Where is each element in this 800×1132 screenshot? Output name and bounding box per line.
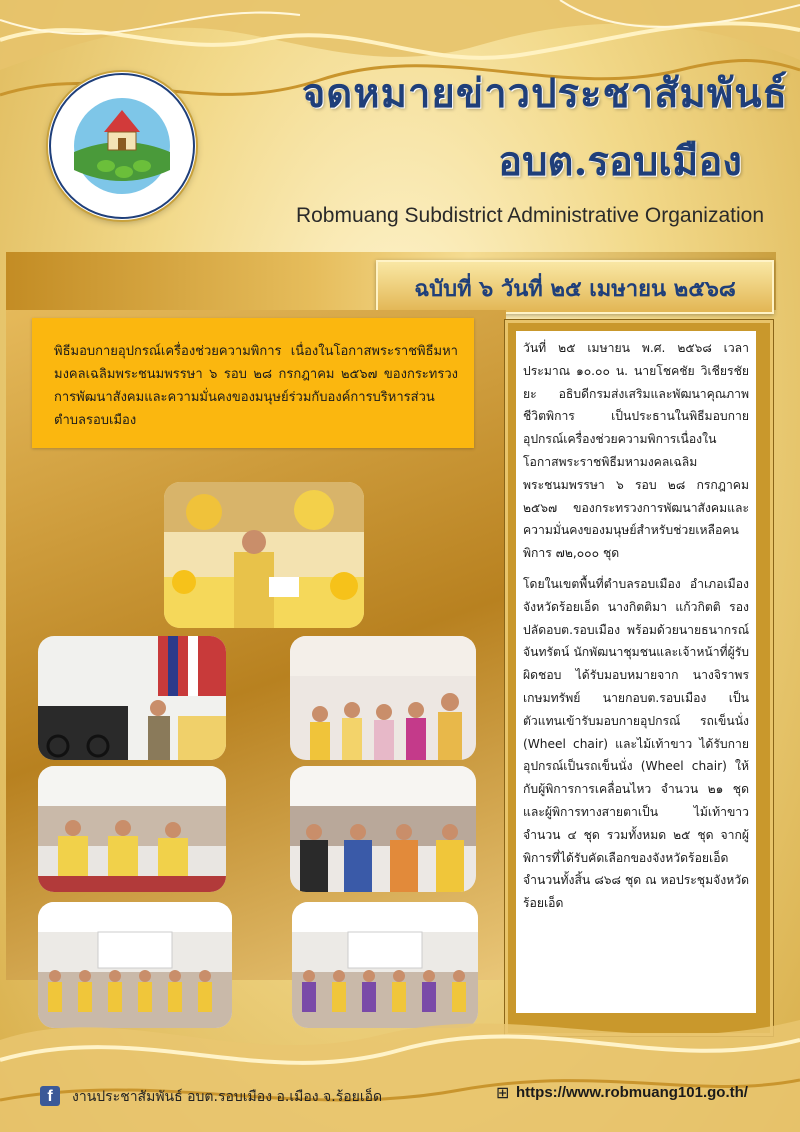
article-paragraph-1: วันที่ ๒๕ เมษายน พ.ศ. ๒๕๖๘ เวลาประมาณ ๑๐.๐๐ น. นายโชคชัย วิเชียรชัยยะ อธิบดีกรมส่งเสริมและพัฒนาคุณภาพชีวิตพิการ เป็นประธานในพิธีมอบกายอุปกรณ์เครื่องช่วยความพิการเนื่องในโอกาสพระราชพิธีมหามงคลเฉลิมพระชนมพรรษา ๖ รอบ ๒๘ กรกฎาคม ๒๕๖๗ ของกระทรวงการพัฒนาสังคมและความมั่นคงของมนุษย์สำหรับช่วยเหลือคนพิการ ๗๒,๐๐๐ ชุด: [523, 341, 749, 561]
photo-ceremony-speech: [164, 482, 364, 628]
organization-name-english: Robmuang Subdistrict Administrative Organization: [295, 204, 764, 227]
article-body: [516, 331, 756, 1013]
facebook-icon: f: [40, 1086, 60, 1106]
summary-box: [32, 318, 474, 448]
summary-text: พิธีมอบกายอุปกรณ์เครื่องช่วยความพิการ เนื่องในโอกาสพระราชพิธีมหามงคลเฉลิมพระชนมพรรษา ๖ รอบ ๒๘ กรกฎาคม ๒๕๖๗ ของกระทรวงการพัฒนาสังคมและความมั่นคงของมนุษย์ร่วมกับองค์การบริหารส่วนตำบลรอบเมือง: [54, 344, 458, 428]
newsletter-title: จดหมายข่าวประชาสัมพันธ์: [301, 70, 788, 117]
issue-label: ฉบับที่ ๖ วันที่ ๒๕ เมษายน ๒๕๖๘: [414, 276, 736, 302]
photo-officials-group: [290, 636, 476, 760]
facebook-page-label[interactable]: งานประชาสัมพันธ์ อบต.รอบเมือง อ.เมือง จ.ร้อยเอ็ด: [72, 1089, 383, 1105]
photo-audience-women: [290, 766, 476, 892]
issue-label-box: [376, 260, 774, 314]
organization-logo: [48, 72, 196, 220]
website-link[interactable]: https://www.robmuang101.go.th/: [516, 1084, 748, 1101]
photo-wheelchairs: [38, 636, 226, 760]
article-frame: [505, 320, 773, 1036]
article-paragraph-2: โดยในเขตพื้นที่ตำบลรอบเมือง อำเภอเมือง จังหวัดร้อยเอ็ด นางกิตติมา แก้วกิตติ รองปลัดอบต.รอบเมือง พร้อมด้วยนายธนากรณ์ จันทรัตน์ นักพัฒนาชุมชนและเจ้าหน้าที่ผู้รับผิดชอบ ได้รับมอบหมายจาก นางจิราพร เกษมทรัพย์ นายกอบต.รอบเมือง เป็นตัวแทนเข้ารับมอบกายอุปกรณ์ รถเข็นนั่ง (Wheel chair) และไม้เท้าขาว ได้รับกายอุปกรณ์เป็นรถเข็นนั่ง (Wheel chair) ให้กับผู้พิการการเคลื่อนไหว จำนวน ๒๑ ชุด และผู้พิการทางสายตาเป็น ไม้เท้าขาว จำนวน ๔ ชุด รวมทั้งหมด ๒๕ ชุด จากผู้พิการที่ได้รับคัดเลือกของจังหวัดร้อยเอ็ด จำนวนทั้งสิ้น ๘๖๘ ชุด ณ หอประชุมจังหวัดร้อยเอ็ด: [523, 576, 749, 911]
decorative-swirl-bottom: [0, 980, 800, 1132]
organization-name-title: อบต.รอบเมือง: [498, 138, 742, 185]
photo-audience-seated: [38, 766, 226, 892]
globe-icon: ⊞: [496, 1083, 510, 1102]
